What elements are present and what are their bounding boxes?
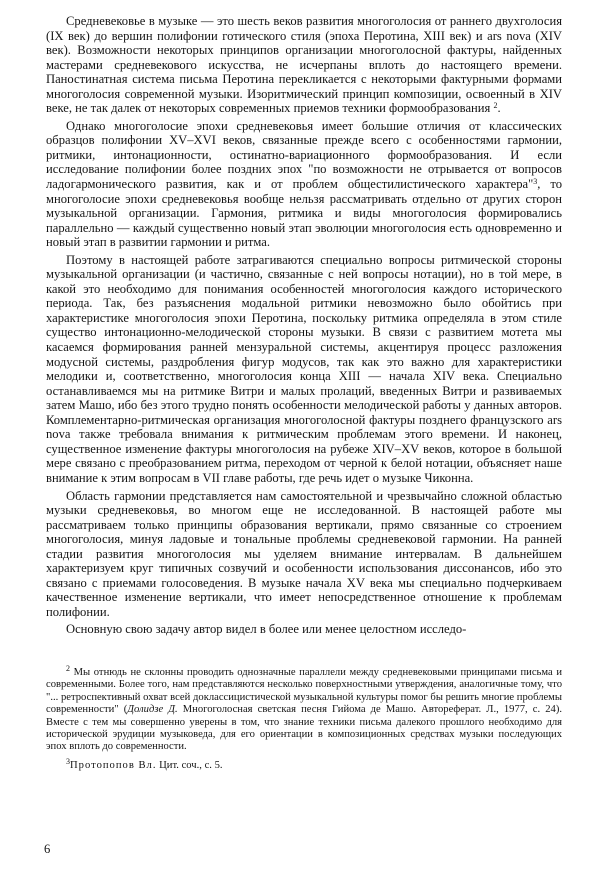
paragraph-1: Средневековье в музыке — это шесть веков развития многоголосия от раннего двухголосия (IX век) до вершин полифонии готического стиля (эпоха Перотина, XIII век) и ars nova (XIV век). Возможности некоторых принципов организации многоголосной фактуры, найденных мастерами средневекового искусства, не исчерпаны вплоть до настоящего времени. Паностинатная система письма Перотина перекликается с некоторыми фактурными формами многоголосия современной музыки. Изоритмический принцип композиции, освоенный в XIV веке, не так далек от некоторых современных приемов техники формообразования $^2$. (46, 14, 562, 116)
footnote-mark-3: 3 (66, 756, 70, 766)
footnote-2: $^2$ Мы отнюдь не склонны проводить однозначные параллели между средневековыми принципами письма и современными. Более того, нам представляются несколько поверхностными утверждения, аналогичные тому, что "... ретроспективный охват всей докласcицистической музыкальной культуры помог бы решить многие проблемы современности" (Долидзе Д. Многоголосная светская песня Гийома де Машо. Автореферат. Л., 1977, с. 24). Вместе с тем мы совершенно уверены в том, что знание техники письма далекого прошлого необходимо для исторической эрудиции музыковеда, для его ориентации в композиционных средствах музыки последующих эпох вплоть до современности. (46, 663, 563, 753)
footnote-author: Протопопов Вл. (70, 759, 157, 771)
footnotes (46, 663, 563, 772)
page-number: 6 (44, 842, 51, 856)
paragraph-4: Область гармонии представляется нам самостоятельной и чрезвычайно сложной областью музыки средневековья, во многом еще не исследованной. В настоящей работе мы рассматриваем только принципы образования вертикали, прямо связанные со строением многоголосия, минуя ладовые и тональные проблемы средневековой гармонии. На ранней стадии развития многоголосия мы уделяем внимание интервалам. В дальнейшем характеризуем круг типичных созвучий и особенности использования диссонансов, ибо это связано с приемами голосоведения. В музыке начала XV века мы специально подчеркиваем качественное изменение вертикали, что имеет непосредственное отношение к проблемам полифонии. (46, 488, 562, 619)
paragraph-3: Поэтому в настоящей работе затрагиваются специально вопросы ритмической стороны музыкальной организации (и частично, связанные с ней вопросы нотации), но в той мере, в какой это необходимо для понимания особенностей многоголосия каждого исторического периода. Так, без разъяснения модальной ритмики невозможно было обойтись при характеристике многоголосия эпохи Перотина, поскольку ритмика определяла в этом стиле существо интонационно-мелодической стороны музыки. В связи с развитием мотета мы касаемся формирования ранней мензуральной системы, акцентируя процесс разложения модусной системы, раздробления фигур модусов, так как это важно для характеристики мелодики и, соответственно, многоголосия конца XIII — начала XIV века. Специально останавливаемся мы на ритмике Витри и малых пролаций, введенных Витри и развиваемых затем Машо, ибо без этого трудно понять особенности мелодической работы у данных авторов. Комплементарно-ритмическая организация многоголосной фактуры позднего французского ars nova также требовала внимания к ритмическим проблемам этого времени. И наконец, существенное изменение фактуры многоголосия на рубеже XIV–XV веков, которое в большой мере связано с преобразованием ритма, переходом от черной к белой нотации, объясняет наше внимание к этим вопросам в VII главе работы, где речь идет о музыке Чиконна. (46, 252, 562, 485)
paragraph-2: Однако многоголосие эпохи средневековья имеет большие отличия от классических образцов полифонии XV–XVI веков, связанные прежде всего с особенностями гармонии, ритмики, интонационности, остинатно-вариационного формообразования. И если исследование полифонии более поздних эпох "по возможности не отрывается от вопросов ладогармонического развития, как и от проблем общестилистического характера"$^3$, то многоголосие эпохи средневековья вообще нельзя рассматривать отдельно от других сторон музыкальной организации. Гармония, ритмика и виды многоголосия формировались параллельно — каждый существенно новый этап эволюции многоголосия есть одновременно и новый этап в развитии гармонии и ритма. (46, 118, 562, 250)
paragraph-5: Основную свою задачу автор видел в более или менее целостном исследо- (66, 622, 467, 637)
footnote-3: $^3$Протопопов Вл. Цит. соч., с. 5. (66, 756, 223, 771)
main-text (46, 14, 562, 637)
footnote-ref-3: 3 (533, 177, 538, 187)
footnote-ref-2: 2 (493, 101, 498, 111)
footnote-author: Долидзе Д. (127, 704, 178, 716)
footnote-mark-2: 2 (66, 663, 70, 673)
